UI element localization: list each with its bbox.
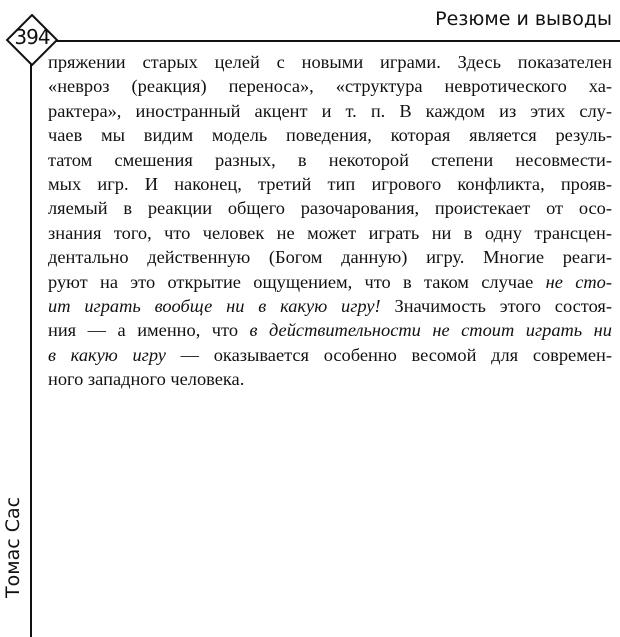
text-line: в какую игру — оказывается особенно весомой для современ-: [48, 344, 612, 365]
text-line: ния — а именно, что в действительности не стоит играть ни: [48, 320, 612, 341]
author-name: Томас Сас: [2, 496, 24, 598]
text-line: руют на это открытие ощущением, что в таком случае не сто-: [48, 271, 612, 292]
italic-phrase: ит играть вообще ни в какую игру!: [48, 295, 381, 316]
text-line: знания того, что человек не может играть ни в одну трансцен-: [48, 222, 612, 243]
italic-phrase: в какую игру: [48, 344, 166, 365]
running-head: Резюме и выводы: [435, 8, 612, 30]
italic-phrase: не сто-: [545, 271, 612, 292]
text-line: татом смешения разных, в некоторой степени несовмести-: [48, 149, 612, 170]
italic-phrase: в действительности не стоит играть ни: [249, 320, 612, 341]
text-line: ного западного человека.: [48, 369, 245, 390]
text-line: ит играть вообще ни в какую игру! Значимость этого состоя-: [48, 295, 612, 316]
text-line: «невроз (реакция) переноса», «структура невротического ха-: [48, 76, 612, 97]
page-number: 394: [14, 25, 50, 49]
text-line: пряжении старых целей с новыми играми. Здесь показателен: [48, 52, 612, 72]
header-rule: [48, 40, 620, 42]
body-text: [48, 50, 612, 391]
text-line: рактера», иностранный акцент и т. п. В каждом из этих слу-: [48, 100, 612, 121]
margin-rule: [30, 64, 32, 637]
text-line: чаев мы видим модель поведения, которая является резуль-: [48, 125, 612, 146]
text-line: ляемый в реакции общего разочарования, проистекает от осо-: [48, 198, 612, 219]
text-line: мых игр. И наконец, третий тип игрового конфликта, прояв-: [48, 173, 612, 194]
text-line: дентально действенную (Богом данную) игру. Многие реаги-: [48, 247, 612, 268]
